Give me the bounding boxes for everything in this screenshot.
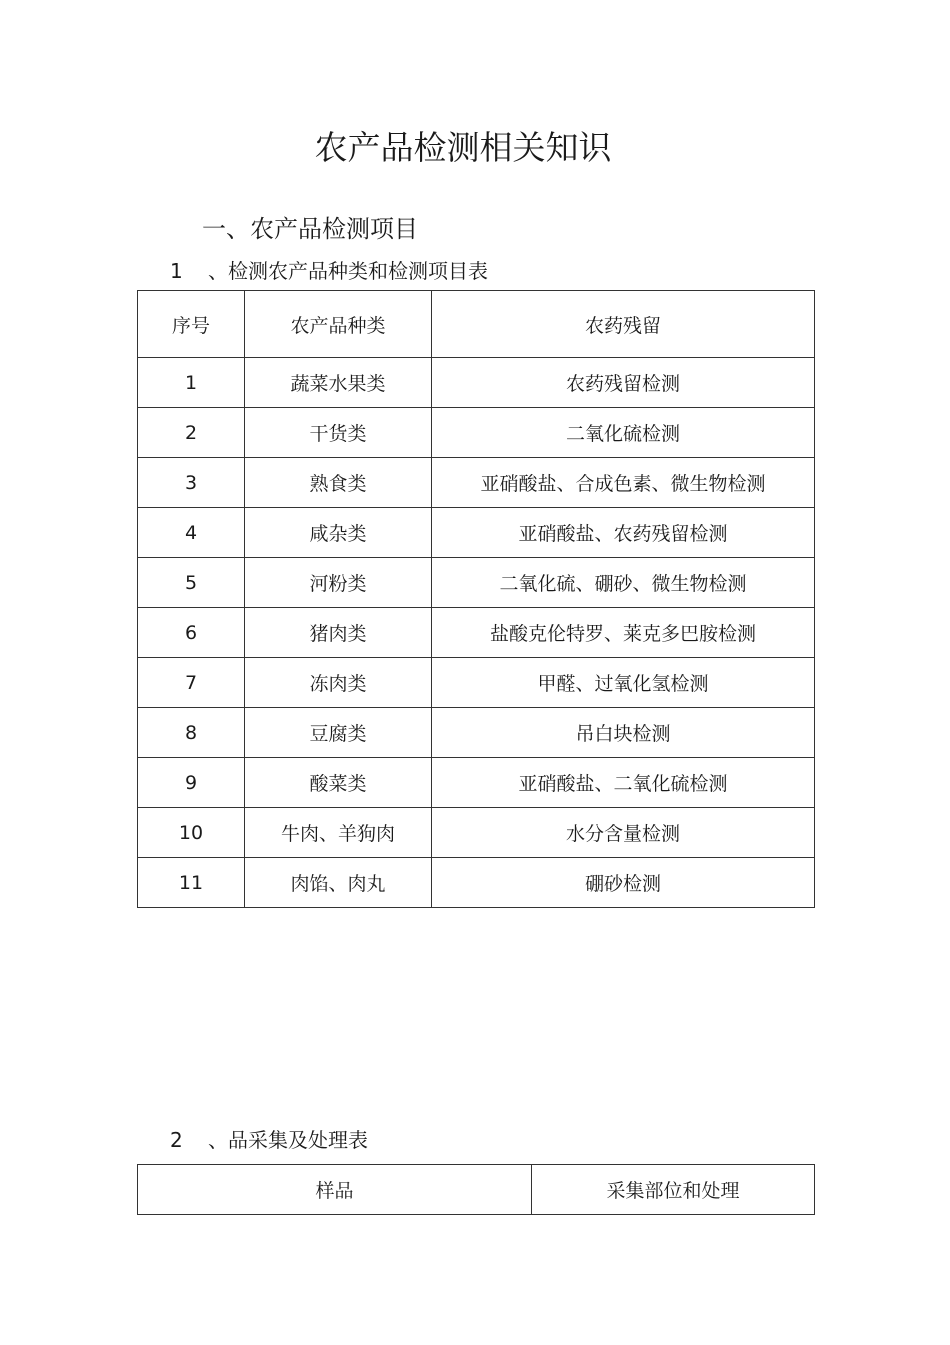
table-row [138,358,815,408]
cell-index: 8 [138,708,245,758]
cell-items: 农药残留检测 [432,358,815,408]
table-row [138,608,815,658]
table2-caption [170,1126,368,1154]
cell-index: 3 [138,458,245,508]
cell-category: 蔬菜水果类 [245,358,432,408]
cell-items: 吊白块检测 [432,708,815,758]
cell-index: 9 [138,758,245,808]
table2-number: 2 [170,1128,183,1152]
table-row [138,708,815,758]
cell-category: 熟食类 [245,458,432,508]
cell-category: 干货类 [245,408,432,458]
cell-category: 河粉类 [245,558,432,608]
cell-items: 甲醛、过氧化氢检测 [432,658,815,708]
table-row [138,508,815,558]
cell-category: 豆腐类 [245,708,432,758]
cell-index: 7 [138,658,245,708]
sample-collection-table [137,1164,815,1215]
table-row [138,658,815,708]
cell-index: 1 [138,358,245,408]
table-row [138,458,815,508]
table-row [138,408,815,458]
cell-index: 4 [138,508,245,558]
cell-index: 2 [138,408,245,458]
cell-category: 冻肉类 [245,658,432,708]
cell-index: 6 [138,608,245,658]
cell-index: 11 [138,858,245,908]
cell-items: 亚硝酸盐、农药残留检测 [432,508,815,558]
table-row [138,758,815,808]
table-header-row [138,1165,815,1215]
cell-category: 肉馅、肉丸 [245,858,432,908]
cell-category: 猪肉类 [245,608,432,658]
header-cell-items: 农药残留 [432,291,815,358]
header-cell-index: 序号 [138,291,245,358]
cell-items: 硼砂检测 [432,858,815,908]
cell-items: 盐酸克伦特罗、莱克多巴胺检测 [432,608,815,658]
table-row [138,808,815,858]
table-row [138,558,815,608]
header-cell-sample: 样品 [138,1165,532,1215]
table-header-row [138,291,815,358]
cell-items: 亚硝酸盐、二氧化硫检测 [432,758,815,808]
table1-number: 1 [170,259,183,283]
cell-items: 亚硝酸盐、合成色素、微生物检测 [432,458,815,508]
cell-category: 牛肉、羊狗肉 [245,808,432,858]
section-heading: 一、农产品检测项目 [202,215,418,243]
detection-items-table [137,290,815,908]
table-row [138,858,815,908]
cell-category: 酸菜类 [245,758,432,808]
cell-items: 二氧化硫检测 [432,408,815,458]
document-title: 农产品检测相关知识 [314,128,612,167]
table1-caption [170,257,488,285]
header-cell-category: 农产品种类 [245,291,432,358]
cell-index: 10 [138,808,245,858]
cell-index: 5 [138,558,245,608]
header-cell-collection: 采集部位和处理 [532,1165,815,1215]
table1-caption-text: 、检测农产品种类和检测项目表 [208,259,488,283]
cell-items: 水分含量检测 [432,808,815,858]
cell-category: 咸杂类 [245,508,432,558]
table2-caption-text: 、品采集及处理表 [208,1128,368,1152]
cell-items: 二氧化硫、硼砂、微生物检测 [432,558,815,608]
